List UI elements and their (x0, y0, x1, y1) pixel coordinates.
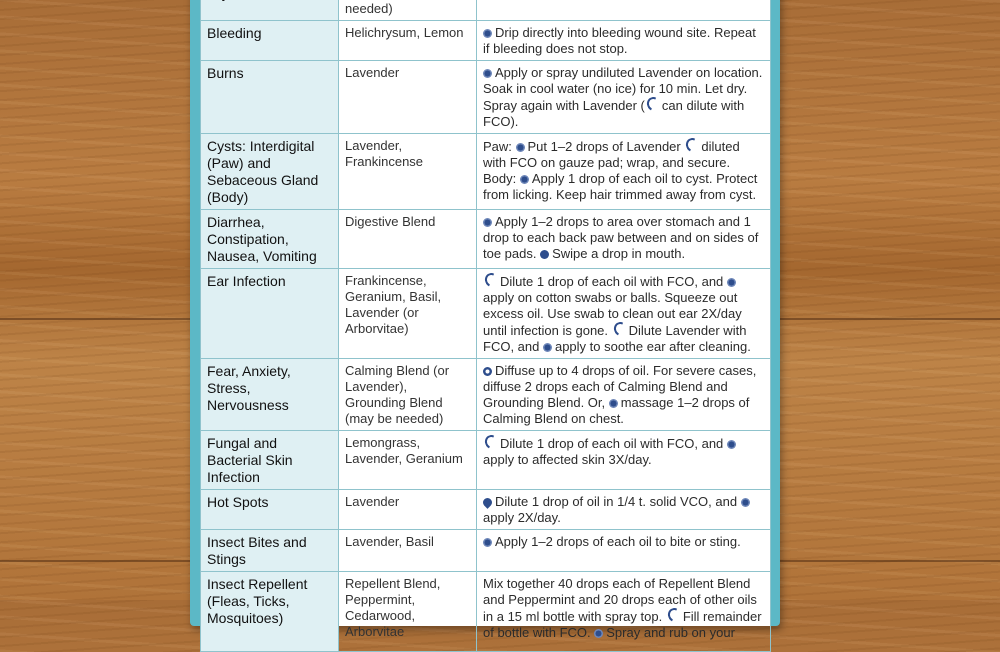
internal-icon (540, 250, 549, 259)
table-row (201, 530, 771, 572)
table-row (201, 134, 771, 210)
application-text: Diffuse up to 4 drops of oil. For severe cases, diffuse 2 drops each of Calming Blend and Grounding Blend. Or, (483, 363, 757, 410)
application-text: can dilute with FCO). (483, 98, 745, 129)
dilute-icon (612, 320, 629, 338)
topical-icon (520, 175, 529, 184)
topical-icon (483, 29, 492, 38)
condition-cell: Fungal and Bacterial Skin Infection (201, 431, 339, 490)
application-text: Fill remainder of bottle with FCO. (483, 609, 762, 640)
application-text: massage 1–2 drops of Calming Blend on chest. (483, 395, 750, 426)
condition-cell: Diarrhea, Constipation, Nausea, Vomiting (201, 210, 339, 269)
application-text: Dilute 1 drop of each oil with FCO, and (500, 274, 727, 289)
application-text: Spray and rub on your (606, 625, 735, 640)
application-cell (477, 61, 771, 134)
drop-icon (481, 496, 494, 509)
condition-cell: Insect Repellent (Fleas, Ticks, Mosquitoes) (201, 572, 339, 652)
application-cell (477, 572, 771, 652)
remedy-table-body (201, 0, 771, 652)
dilute-icon (645, 95, 662, 113)
table-row (201, 0, 771, 21)
condition-cell: Fear, Anxiety, Stress, Nervousness (201, 359, 339, 431)
application-cell (477, 0, 771, 21)
oils-cell: Frankincense, Geranium, Basil, Lavender (or Arborvitae) (339, 269, 477, 359)
application-text: Dilute 1 drop of oil in 1/4 t. solid VCO, and (495, 494, 741, 509)
topical-icon (594, 629, 603, 638)
application-cell (477, 490, 771, 530)
remedy-table (200, 0, 771, 652)
application-cell (477, 530, 771, 572)
condition-cell: Cysts: Interdigital (Paw) and Sebaceous Gland (Body) (201, 134, 339, 210)
application-text: apply to soothe ear after cleaning. (554, 339, 751, 354)
condition-cell: Bleeding (201, 21, 339, 61)
topical-icon (483, 218, 492, 227)
application-text: Swipe a drop in mouth. (552, 246, 686, 261)
oils-cell: Lemongrass, Lavender, Geranium (339, 431, 477, 490)
aromatic-icon (483, 367, 492, 376)
application-cell (477, 134, 771, 210)
application-text: Apply 1–2 drops of each oil to bite or sting. (495, 534, 741, 549)
condition-cell: Insect Bites and Stings (201, 530, 339, 572)
application-text: Mix together 40 drops each of Repellent Blend and Peppermint and 20 drops each of other oils in a 15 ml bottle with spray top. (483, 576, 757, 624)
table-row (201, 269, 771, 359)
application-text: Apply 1–2 drops to area over stomach and 1 drop to each back paw between and on sides of toe pads. (483, 214, 759, 261)
topical-icon (727, 278, 736, 287)
card-inner (200, 0, 770, 640)
topical-icon (727, 440, 736, 449)
topical-icon (483, 69, 492, 78)
application-text: apply on cotton swabs or balls. Squeeze out excess oil. Use swab to clean out ear 2X/day until infection is gone. (483, 290, 742, 338)
condition-cell: Burns (201, 61, 339, 134)
table-row (201, 431, 771, 490)
application-cell (477, 210, 771, 269)
topical-icon (483, 538, 492, 547)
oils-cell: Repellent Blend, Peppermint, Cedarwood, Arborvitae (339, 572, 477, 652)
dilute-icon (483, 433, 500, 451)
table-row (201, 359, 771, 431)
topical-icon (609, 399, 618, 408)
condition-cell (201, 0, 339, 21)
topical-icon (516, 143, 525, 152)
oils-cell: Calming Blend (or Lavender), Grounding Blend (may be needed) (339, 359, 477, 431)
dilute-icon (666, 606, 683, 624)
application-text: Put 1–2 drops of Lavender (527, 139, 685, 154)
application-text: Dilute 1 drop of each oil with FCO, and (500, 436, 727, 451)
application-text: diluted with FCO on gauze pad; wrap, and secure. Body: (483, 139, 740, 186)
application-text: Dilute Lavender with FCO, and (483, 323, 747, 354)
application-cell (477, 269, 771, 359)
oils-cell: Lavender (339, 61, 477, 134)
condition-cell: Ear Infection (201, 269, 339, 359)
application-text: apply 2X/day. (483, 510, 561, 525)
application-cell (477, 21, 771, 61)
table-row (201, 21, 771, 61)
dilute-icon (483, 271, 500, 289)
table-row (201, 210, 771, 269)
application-text: Paw: (483, 139, 516, 154)
application-text: Apply or spray undiluted Lavender on location. Soak in cool water (no ice) for 10 min. Let dry. Spray again with Lavender ( (483, 65, 763, 113)
oils-cell: Digestive Blend (339, 210, 477, 269)
table-row (201, 572, 771, 652)
oils-cell: Lavender, Frankincense (339, 134, 477, 210)
application-text: Drip directly into bleeding wound site. Repeat if bleeding does not stop. (483, 25, 756, 56)
oils-cell: needed) (339, 0, 477, 21)
table-row (201, 490, 771, 530)
reference-card (190, 0, 780, 640)
table-row (201, 61, 771, 134)
application-text: Apply 1 drop of each oil to cyst. Protect from licking. Keep hair trimmed away from cyst. (483, 171, 758, 202)
application-cell (477, 431, 771, 490)
oils-cell: Lavender (339, 490, 477, 530)
oils-cell: Lavender, Basil (339, 530, 477, 572)
condition-cell: Hot Spots (201, 490, 339, 530)
application-cell (477, 359, 771, 431)
application-text: apply to affected skin 3X/day. (483, 452, 652, 467)
dilute-icon (684, 136, 701, 154)
topical-icon (543, 343, 552, 352)
topical-icon (741, 498, 750, 507)
oils-cell: Helichrysum, Lemon (339, 21, 477, 61)
